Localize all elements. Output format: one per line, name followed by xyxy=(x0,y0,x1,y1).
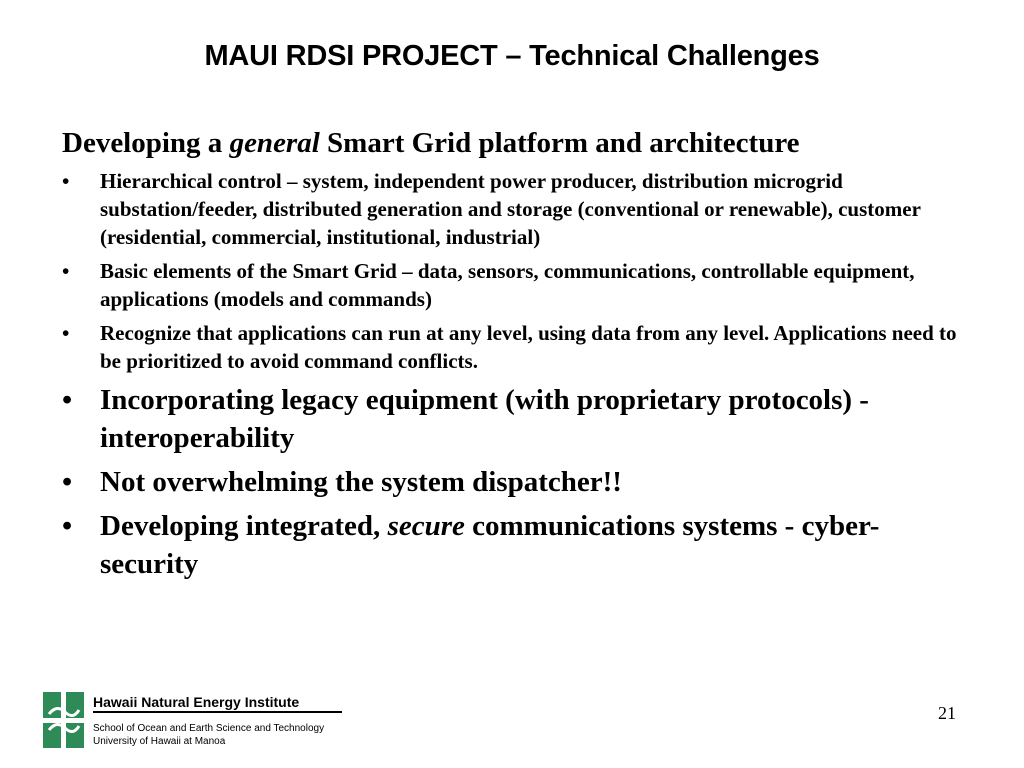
main-bullet-item xyxy=(62,463,962,501)
footer-org-name: Hawaii Natural Energy Institute xyxy=(93,693,342,713)
bullet-marker: • xyxy=(62,321,70,345)
main-bullet-text xyxy=(100,510,879,580)
heading-text-before: Developing a xyxy=(62,127,230,159)
footer-university: University of Hawaii at Manoa xyxy=(93,736,226,747)
heading-emphasis: general xyxy=(229,127,320,159)
main-bullet-emphasis: secure xyxy=(387,510,465,542)
sub-bullet-text: Hierarchical control – system, independent power producer, distribution microgrid substation/feeder, distributed generation and storage (conventional or renewable), customer (residential, commercial, institutional, industrial) xyxy=(100,169,921,249)
page-number: 21 xyxy=(938,703,956,723)
bullet-marker: • xyxy=(62,169,70,193)
bullet-marker: • xyxy=(62,466,73,498)
main-bullet-text-before: Developing integrated, xyxy=(100,510,388,542)
bullet-list xyxy=(62,167,962,589)
section-heading xyxy=(62,124,982,162)
logo-horizontal-bar xyxy=(43,718,84,723)
main-bullet-text: Not overwhelming the system dispatcher!! xyxy=(100,466,622,498)
main-bullet-text: Incorporating legacy equipment (with proprietary protocols) - interoperability xyxy=(100,384,869,454)
bullet-marker: • xyxy=(62,259,70,283)
sub-bullet-item xyxy=(62,167,962,251)
sub-bullet-text: Basic elements of the Smart Grid – data, sensors, communications, controllable equipment, applications (models and commands) xyxy=(100,259,915,311)
sub-bullet-item xyxy=(62,319,962,375)
slide-title: MAUI RDSI PROJECT – Technical Challenges xyxy=(204,40,820,72)
bullet-marker: • xyxy=(62,510,73,542)
main-bullet-item xyxy=(62,507,962,583)
main-bullet-item xyxy=(62,381,962,457)
heading-text-after: Smart Grid platform and architecture xyxy=(319,127,800,159)
main-bullet-text-after: communications systems - cyber-security xyxy=(100,510,880,580)
footer-affiliation xyxy=(93,722,324,748)
hnei-logo-icon xyxy=(43,692,84,748)
sub-bullet-item xyxy=(62,257,962,313)
sub-bullet-text: Recognize that applications can run at any level, using data from any level. Applications need to be prioritized to avoid command conflicts. xyxy=(100,321,957,373)
footer-school: School of Ocean and Earth Science and Technology xyxy=(93,723,325,734)
bullet-marker: • xyxy=(62,384,73,416)
